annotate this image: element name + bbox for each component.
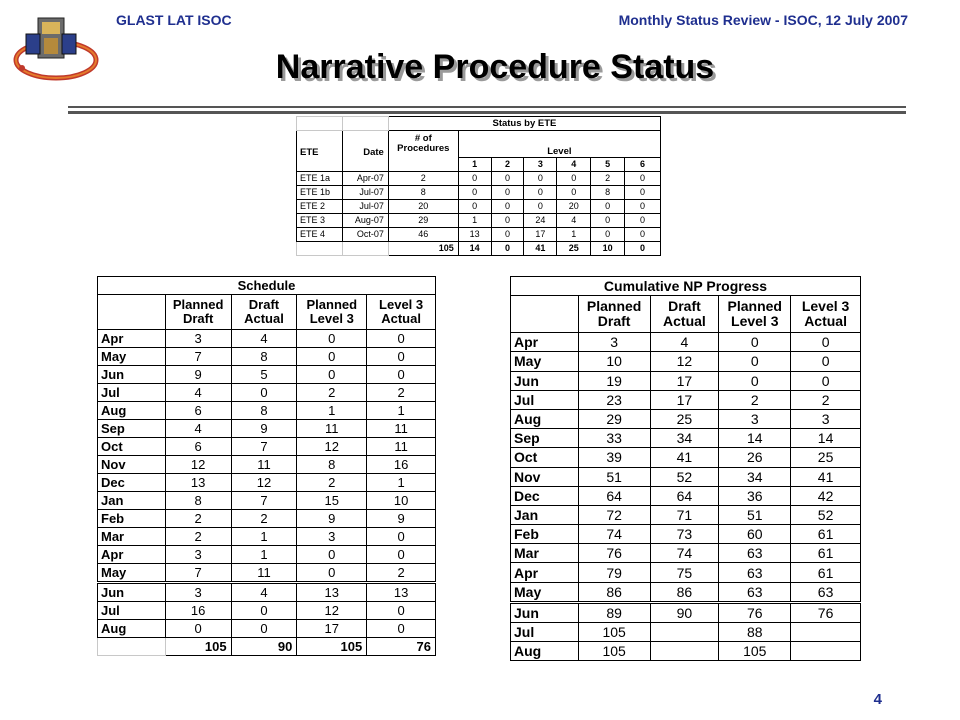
schedule-row <box>98 564 436 583</box>
total-level-4: 25 <box>557 241 591 255</box>
page-title: Narrative Procedure Status <box>275 48 715 86</box>
month-cell: Jul <box>511 623 579 642</box>
value-cell: 41 <box>650 448 719 467</box>
value-cell: 7 <box>165 564 231 583</box>
level-cell: 0 <box>625 213 661 227</box>
level-cell: 0 <box>524 171 557 185</box>
value-cell: 0 <box>367 602 436 620</box>
ete-table-title: Status by ETE <box>388 117 660 131</box>
ete-row <box>297 185 661 199</box>
level-cell: 0 <box>591 199 625 213</box>
cum-header-planned-draft: Planned Draft <box>578 296 650 333</box>
value-cell: 11 <box>231 564 297 583</box>
sched-total-planned-level3: 105 <box>297 638 367 656</box>
value-cell: 3 <box>165 330 231 348</box>
schedule-title: Schedule <box>98 277 436 295</box>
procedures-cell: 29 <box>388 213 458 227</box>
level-cell: 0 <box>625 227 661 241</box>
value-cell: 10 <box>578 352 650 371</box>
procedures-cell: 8 <box>388 185 458 199</box>
month-cell: Jun <box>511 602 579 622</box>
value-cell: 79 <box>578 563 650 582</box>
value-cell: 7 <box>165 348 231 366</box>
value-cell: 0 <box>367 546 436 564</box>
cumulative-row <box>511 390 861 409</box>
value-cell: 26 <box>719 448 791 467</box>
sched-header-planned-level3: Planned Level 3 <box>297 295 367 330</box>
value-cell: 15 <box>297 492 367 510</box>
value-cell: 13 <box>367 583 436 602</box>
value-cell: 4 <box>650 333 719 352</box>
value-cell: 64 <box>650 486 719 505</box>
value-cell: 41 <box>791 467 861 486</box>
total-level-1: 14 <box>458 241 491 255</box>
sched-total-draft-actual: 90 <box>231 638 297 656</box>
ete-row <box>297 213 661 227</box>
month-cell: Oct <box>511 448 579 467</box>
value-cell: 3 <box>578 333 650 352</box>
date-col-header: Date <box>342 131 388 158</box>
total-level-3: 41 <box>524 241 557 255</box>
month-cell: Mar <box>511 544 579 563</box>
value-cell: 16 <box>165 602 231 620</box>
value-cell: 34 <box>650 429 719 448</box>
month-cell: Jan <box>98 492 166 510</box>
value-cell: 4 <box>231 583 297 602</box>
schedule-row <box>98 492 436 510</box>
value-cell: 39 <box>578 448 650 467</box>
cumulative-row <box>511 333 861 352</box>
page-number: 4 <box>873 691 882 708</box>
month-cell: Sep <box>511 429 579 448</box>
ete-cell: ETE 1b <box>297 185 343 199</box>
value-cell: 0 <box>297 564 367 583</box>
value-cell: 63 <box>719 582 791 602</box>
level-cell: 20 <box>557 199 591 213</box>
month-cell: Jun <box>98 366 166 384</box>
value-cell: 0 <box>367 528 436 546</box>
value-cell: 0 <box>791 333 861 352</box>
total-level-6: 0 <box>625 241 661 255</box>
value-cell: 8 <box>165 492 231 510</box>
value-cell: 1 <box>231 528 297 546</box>
cumulative-row <box>511 525 861 544</box>
schedule-row <box>98 528 436 546</box>
value-cell: 14 <box>719 429 791 448</box>
month-cell: Apr <box>98 330 166 348</box>
sched-header-level3-actual: Level 3 Actual <box>367 295 436 330</box>
cumulative-row <box>511 409 861 428</box>
level-cell: 24 <box>524 213 557 227</box>
value-cell: 3 <box>165 583 231 602</box>
value-cell: 0 <box>231 384 297 402</box>
month-cell: Aug <box>511 642 579 661</box>
value-cell: 17 <box>297 620 367 638</box>
month-cell: Mar <box>98 528 166 546</box>
value-cell: 9 <box>231 420 297 438</box>
ete-row <box>297 199 661 213</box>
date-cell: Oct-07 <box>342 227 388 241</box>
header-right-label: Monthly Status Review - ISOC, 12 July 2007 <box>618 12 908 28</box>
cumulative-title: Cumulative NP Progress <box>511 277 861 296</box>
value-cell: 9 <box>165 366 231 384</box>
level-6-header: 6 <box>625 157 661 171</box>
date-cell: Jul-07 <box>342 185 388 199</box>
level-1-header: 1 <box>458 157 491 171</box>
value-cell: 10 <box>367 492 436 510</box>
value-cell <box>650 642 719 661</box>
ete-cell: ETE 4 <box>297 227 343 241</box>
value-cell: 52 <box>791 505 861 524</box>
value-cell: 90 <box>650 602 719 622</box>
value-cell: 2 <box>791 390 861 409</box>
schedule-row <box>98 384 436 402</box>
value-cell <box>650 623 719 642</box>
schedule-row <box>98 546 436 564</box>
status-by-ete-table <box>296 116 661 256</box>
level-cell: 0 <box>458 171 491 185</box>
schedule-row <box>98 474 436 492</box>
value-cell: 12 <box>650 352 719 371</box>
month-cell: Jul <box>98 384 166 402</box>
value-cell: 1 <box>367 402 436 420</box>
level-cell: 0 <box>625 171 661 185</box>
value-cell: 36 <box>719 486 791 505</box>
cum-header-level3-actual: Level 3 Actual <box>791 296 861 333</box>
cum-header-draft-actual: Draft Actual <box>650 296 719 333</box>
level-cell: 0 <box>591 227 625 241</box>
value-cell: 86 <box>650 582 719 602</box>
value-cell: 9 <box>367 510 436 528</box>
value-cell: 8 <box>231 402 297 420</box>
level-cell: 0 <box>491 185 524 199</box>
value-cell: 0 <box>791 352 861 371</box>
value-cell: 12 <box>165 456 231 474</box>
value-cell: 12 <box>297 602 367 620</box>
schedule-table <box>97 276 436 656</box>
sched-total-planned-draft: 105 <box>165 638 231 656</box>
level-5-header: 5 <box>591 157 625 171</box>
level-cell: 0 <box>557 185 591 199</box>
title-rule-thick <box>68 111 906 114</box>
cumulative-row <box>511 642 861 661</box>
level-cell: 0 <box>491 199 524 213</box>
level-cell: 0 <box>591 213 625 227</box>
value-cell: 0 <box>231 620 297 638</box>
value-cell: 14 <box>791 429 861 448</box>
value-cell: 2 <box>367 384 436 402</box>
value-cell: 0 <box>367 366 436 384</box>
level-cell: 0 <box>625 185 661 199</box>
value-cell: 3 <box>297 528 367 546</box>
value-cell: 12 <box>231 474 297 492</box>
month-cell: Jun <box>98 583 166 602</box>
month-cell: Dec <box>98 474 166 492</box>
level-cell: 0 <box>524 199 557 213</box>
schedule-row <box>98 456 436 474</box>
month-cell: Aug <box>98 402 166 420</box>
value-cell: 4 <box>165 420 231 438</box>
level-cell: 17 <box>524 227 557 241</box>
schedule-row <box>98 602 436 620</box>
sched-total-level3-actual: 76 <box>367 638 436 656</box>
value-cell: 2 <box>231 510 297 528</box>
ete-row <box>297 227 661 241</box>
value-cell: 0 <box>719 352 791 371</box>
month-cell: Apr <box>511 563 579 582</box>
ete-col-header: ETE <box>297 131 343 158</box>
cum-header-planned-level3: Planned Level 3 <box>719 296 791 333</box>
month-cell: May <box>511 582 579 602</box>
schedule-row <box>98 366 436 384</box>
value-cell: 4 <box>231 330 297 348</box>
value-cell: 7 <box>231 438 297 456</box>
value-cell: 7 <box>231 492 297 510</box>
value-cell: 74 <box>578 525 650 544</box>
value-cell: 0 <box>791 371 861 390</box>
value-cell: 52 <box>650 467 719 486</box>
value-cell: 1 <box>297 402 367 420</box>
month-cell: Jan <box>511 505 579 524</box>
month-cell: Aug <box>511 409 579 428</box>
value-cell: 16 <box>367 456 436 474</box>
level-4-header: 4 <box>557 157 591 171</box>
date-cell: Apr-07 <box>342 171 388 185</box>
value-cell: 71 <box>650 505 719 524</box>
value-cell: 0 <box>297 348 367 366</box>
level-cell: 0 <box>524 185 557 199</box>
value-cell: 72 <box>578 505 650 524</box>
value-cell: 3 <box>165 546 231 564</box>
header-left-label: GLAST LAT ISOC <box>116 12 232 28</box>
value-cell: 76 <box>719 602 791 622</box>
level-cell: 4 <box>557 213 591 227</box>
cumulative-row <box>511 448 861 467</box>
level-cell: 0 <box>491 213 524 227</box>
value-cell: 76 <box>578 544 650 563</box>
value-cell: 0 <box>297 330 367 348</box>
value-cell: 17 <box>650 390 719 409</box>
value-cell: 0 <box>367 620 436 638</box>
value-cell: 8 <box>297 456 367 474</box>
month-cell: May <box>98 348 166 366</box>
value-cell: 0 <box>719 371 791 390</box>
value-cell: 63 <box>719 544 791 563</box>
date-cell: Jul-07 <box>342 199 388 213</box>
level-cell: 0 <box>458 199 491 213</box>
value-cell: 17 <box>650 371 719 390</box>
value-cell: 76 <box>791 602 861 622</box>
cumulative-np-progress-table <box>510 276 861 661</box>
title-rule <box>68 106 906 108</box>
value-cell: 29 <box>578 409 650 428</box>
value-cell: 9 <box>297 510 367 528</box>
schedule-row <box>98 438 436 456</box>
cumulative-row <box>511 623 861 642</box>
value-cell: 89 <box>578 602 650 622</box>
value-cell: 73 <box>650 525 719 544</box>
cumulative-row <box>511 602 861 622</box>
month-cell: Dec <box>511 486 579 505</box>
value-cell <box>791 623 861 642</box>
value-cell: 4 <box>165 384 231 402</box>
value-cell: 105 <box>719 642 791 661</box>
procedures-cell: 20 <box>388 199 458 213</box>
value-cell: 63 <box>719 563 791 582</box>
month-cell: Feb <box>98 510 166 528</box>
value-cell: 0 <box>297 366 367 384</box>
ete-cell: ETE 1a <box>297 171 343 185</box>
cumulative-row <box>511 352 861 371</box>
month-cell: Oct <box>98 438 166 456</box>
level-2-header: 2 <box>491 157 524 171</box>
value-cell: 25 <box>791 448 861 467</box>
value-cell: 6 <box>165 438 231 456</box>
cumulative-row <box>511 505 861 524</box>
value-cell: 0 <box>367 330 436 348</box>
month-cell: Nov <box>98 456 166 474</box>
month-cell: May <box>511 352 579 371</box>
cumulative-row <box>511 486 861 505</box>
schedule-row <box>98 583 436 602</box>
schedule-row <box>98 330 436 348</box>
value-cell: 8 <box>231 348 297 366</box>
value-cell: 11 <box>231 456 297 474</box>
value-cell: 13 <box>297 583 367 602</box>
value-cell: 34 <box>719 467 791 486</box>
month-cell: May <box>98 564 166 583</box>
level-cell: 13 <box>458 227 491 241</box>
value-cell: 2 <box>719 390 791 409</box>
cumulative-row <box>511 467 861 486</box>
value-cell: 105 <box>578 623 650 642</box>
schedule-row <box>98 510 436 528</box>
value-cell: 1 <box>231 546 297 564</box>
value-cell: 74 <box>650 544 719 563</box>
month-cell: Aug <box>98 620 166 638</box>
total-level-5: 10 <box>591 241 625 255</box>
value-cell: 33 <box>578 429 650 448</box>
procedures-cell: 2 <box>388 171 458 185</box>
value-cell: 19 <box>578 371 650 390</box>
level-cell: 1 <box>557 227 591 241</box>
value-cell: 86 <box>578 582 650 602</box>
value-cell: 11 <box>367 438 436 456</box>
value-cell: 2 <box>297 384 367 402</box>
cumulative-row <box>511 429 861 448</box>
value-cell: 63 <box>791 582 861 602</box>
month-cell: Nov <box>511 467 579 486</box>
value-cell: 64 <box>578 486 650 505</box>
value-cell: 0 <box>231 602 297 620</box>
value-cell: 51 <box>578 467 650 486</box>
value-cell: 11 <box>297 420 367 438</box>
value-cell: 105 <box>578 642 650 661</box>
value-cell: 75 <box>650 563 719 582</box>
value-cell: 61 <box>791 544 861 563</box>
month-cell: Feb <box>511 525 579 544</box>
value-cell: 0 <box>719 333 791 352</box>
value-cell: 0 <box>165 620 231 638</box>
level-3-header: 3 <box>524 157 557 171</box>
schedule-row <box>98 348 436 366</box>
level-col-header: Level <box>458 131 660 158</box>
value-cell: 13 <box>165 474 231 492</box>
procedures-col-header: # of Procedures <box>388 131 458 158</box>
total-level-2: 0 <box>491 241 524 255</box>
month-cell: Apr <box>98 546 166 564</box>
value-cell: 1 <box>367 474 436 492</box>
cumulative-row <box>511 582 861 602</box>
ete-row <box>297 171 661 185</box>
total-procedures: 105 <box>388 241 458 255</box>
month-cell: Jul <box>511 390 579 409</box>
month-cell: Sep <box>98 420 166 438</box>
value-cell: 23 <box>578 390 650 409</box>
value-cell: 0 <box>297 546 367 564</box>
schedule-row <box>98 420 436 438</box>
schedule-row <box>98 402 436 420</box>
level-cell: 1 <box>458 213 491 227</box>
value-cell: 11 <box>367 420 436 438</box>
value-cell: 2 <box>165 528 231 546</box>
level-cell: 2 <box>591 171 625 185</box>
level-cell: 0 <box>491 171 524 185</box>
value-cell: 2 <box>367 564 436 583</box>
value-cell: 5 <box>231 366 297 384</box>
value-cell <box>791 642 861 661</box>
value-cell: 60 <box>719 525 791 544</box>
level-cell: 8 <box>591 185 625 199</box>
value-cell: 3 <box>791 409 861 428</box>
month-cell: Jun <box>511 371 579 390</box>
month-cell: Apr <box>511 333 579 352</box>
value-cell: 0 <box>367 348 436 366</box>
value-cell: 88 <box>719 623 791 642</box>
level-cell: 0 <box>458 185 491 199</box>
value-cell: 12 <box>297 438 367 456</box>
cumulative-row <box>511 371 861 390</box>
value-cell: 3 <box>719 409 791 428</box>
sched-header-draft-actual: Draft Actual <box>231 295 297 330</box>
level-cell: 0 <box>625 199 661 213</box>
value-cell: 2 <box>165 510 231 528</box>
value-cell: 2 <box>297 474 367 492</box>
value-cell: 42 <box>791 486 861 505</box>
value-cell: 51 <box>719 505 791 524</box>
cumulative-row <box>511 563 861 582</box>
value-cell: 61 <box>791 525 861 544</box>
procedures-cell: 46 <box>388 227 458 241</box>
cumulative-row <box>511 544 861 563</box>
date-cell: Aug-07 <box>342 213 388 227</box>
sched-header-planned-draft: Planned Draft <box>165 295 231 330</box>
month-cell: Jul <box>98 602 166 620</box>
value-cell: 25 <box>650 409 719 428</box>
level-cell: 0 <box>491 227 524 241</box>
schedule-row <box>98 620 436 638</box>
ete-cell: ETE 2 <box>297 199 343 213</box>
value-cell: 61 <box>791 563 861 582</box>
value-cell: 6 <box>165 402 231 420</box>
ete-cell: ETE 3 <box>297 213 343 227</box>
level-cell: 0 <box>557 171 591 185</box>
